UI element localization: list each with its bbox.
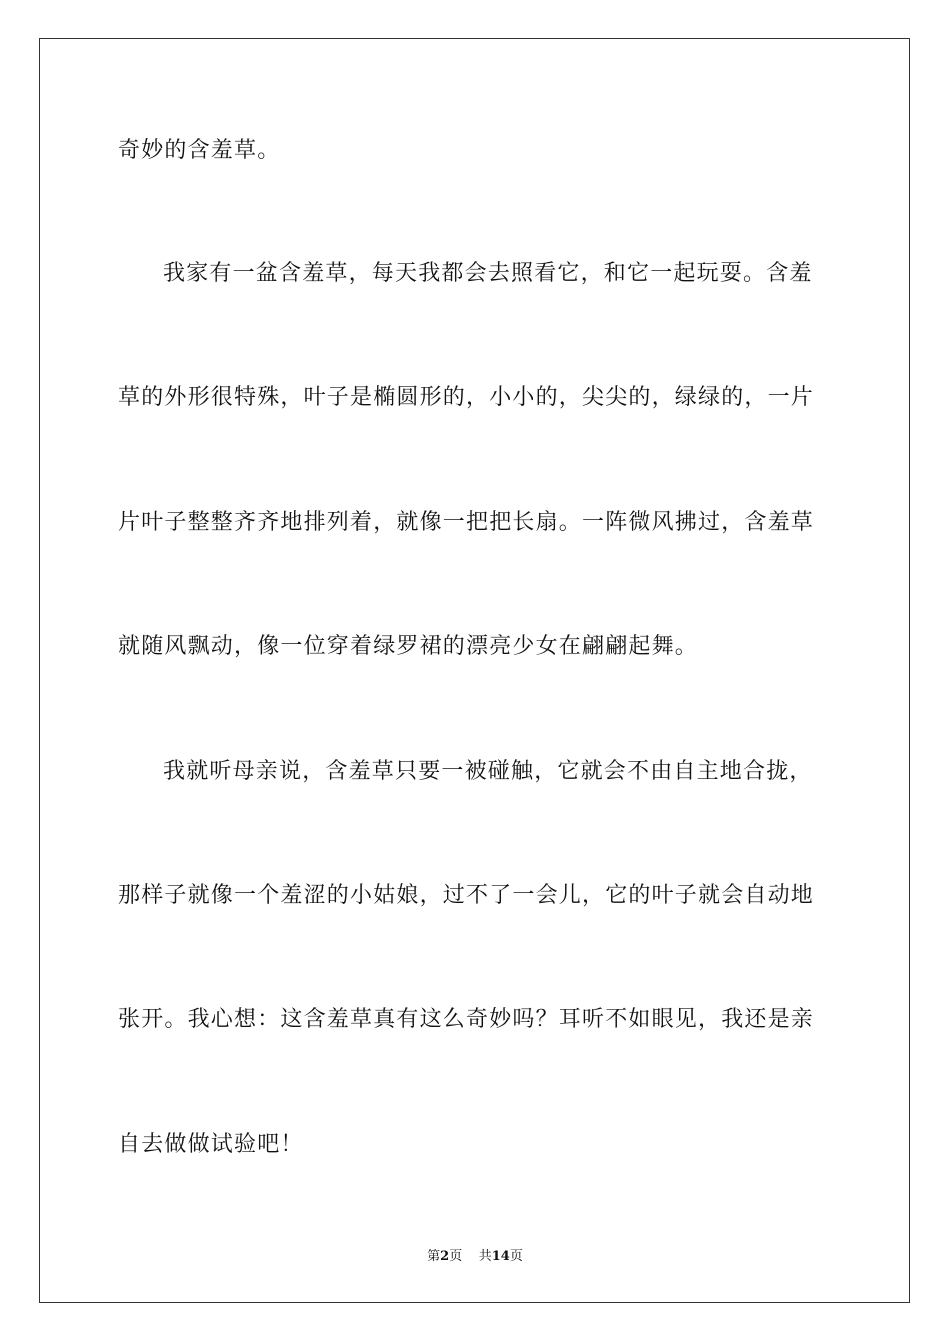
text-line-3: 草的外形很特殊，叶子是椭圆形的，小小的，尖尖的，绿绿的，一片 <box>118 385 815 410</box>
text-line-9: 自去做做试验吧！ <box>118 1132 304 1157</box>
page-suffix: 页 <box>449 1249 463 1264</box>
text-line-6: 我就听母亲说，含羞草只要一被碰触，它就会不由自主地合拢， <box>163 759 813 784</box>
page-footer <box>0 1248 950 1266</box>
text-line-5: 就随风飘动，像一位穿着绿罗裙的漂亮少女在翩翩起舞。 <box>118 634 699 659</box>
page-frame <box>39 38 910 1303</box>
page-number: 2 <box>440 1249 450 1264</box>
total-suffix: 页 <box>509 1249 523 1264</box>
page-prefix: 第 <box>427 1249 441 1264</box>
text-line-7: 那样子就像一个羞涩的小姑娘，过不了一会儿，它的叶子就会自动地 <box>118 883 815 908</box>
text-line-2: 我家有一盆含羞草，每天我都会去照看它，和它一起玩耍。含羞 <box>163 261 813 286</box>
total-pages: 14 <box>491 1249 510 1264</box>
text-line-1: 奇妙的含羞草。 <box>118 138 281 163</box>
text-line-8: 张开。我心想：这含羞草真有这么奇妙吗？耳听不如眼见，我还是亲 <box>118 1007 815 1032</box>
text-line-4: 片叶子整整齐齐地排列着，就像一把把长扇。一阵微风拂过，含羞草 <box>118 510 815 535</box>
total-prefix: 共 <box>478 1249 492 1264</box>
